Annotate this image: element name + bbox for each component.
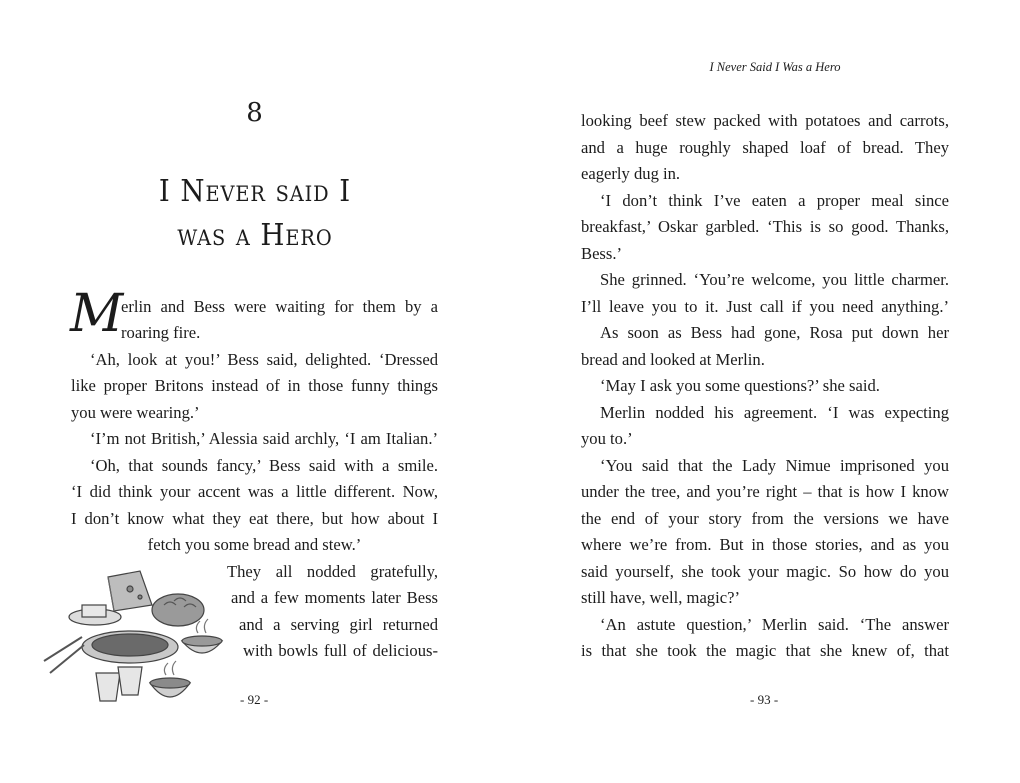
running-head: I Never Said I Was a Hero	[709, 60, 841, 74]
text-line: I don’t know what they eat there, but how about I	[71, 509, 438, 528]
text-line: ‘Ah, look at you!’ Bess said, delighted. ‘Dressed	[90, 350, 438, 369]
chapter-number: 8	[246, 98, 264, 128]
text-line: bread and looked at Merlin.	[581, 350, 765, 369]
text-line: you to.’	[581, 429, 633, 448]
text-line: ‘An astute question,’ Merlin said. ‘The answer	[600, 615, 949, 634]
text-line: the end of your story from the versions we have	[581, 509, 949, 528]
text-line: you were wearing.’	[71, 403, 200, 422]
text-line: and a serving girl returned	[239, 615, 438, 634]
text-line: ‘I’m not British,’ Alessia said archly, ‘I am Italian.’	[90, 429, 438, 448]
text-line: ‘I did think your accent was a little different. Now,	[71, 482, 438, 501]
food-illustration	[40, 565, 230, 715]
text-line: like proper Britons instead of in those funny things	[71, 376, 438, 395]
text-line: She grinned. ‘You’re welcome, you little charmer.	[600, 270, 949, 289]
page-number: - 92 -	[240, 692, 269, 707]
text-line: is that she took the magic that she knew of, that	[581, 641, 949, 660]
text-line: with bowls full of delicious-	[243, 641, 438, 660]
text-line: ‘You said that the Lady Nimue imprisoned you	[600, 456, 949, 475]
text-line: under the tree, and you’re right – that is how I know	[581, 482, 949, 501]
chapter-title-line-1: I Never said I	[158, 174, 352, 209]
text-line: I’ll leave you to it. Just call if you need anything.’	[581, 297, 949, 316]
text-line: looking beef stew packed with potatoes and carrots,	[581, 111, 949, 130]
text-line: They all nodded gratefully,	[227, 562, 438, 581]
text-line: As soon as Bess had gone, Rosa put down her	[600, 323, 949, 342]
text-line: erlin and Bess were waiting for them by a	[121, 297, 438, 316]
text-line: breakfast,’ Oskar garbled. ‘This is so good. Thanks,	[581, 217, 949, 236]
text-line: still have, well, magic?’	[581, 588, 740, 607]
text-line: ‘Oh, that sounds fancy,’ Bess said with a smile.	[90, 456, 438, 475]
right-page	[510, 0, 1020, 783]
text-line: eagerly dug in.	[581, 164, 681, 183]
text-line: said yourself, she took your magic. So how do you	[581, 562, 949, 581]
page-number: - 93 -	[750, 692, 779, 707]
text-line: and a few moments later Bess	[231, 588, 438, 607]
text-line: Merlin nodded his agreement. ‘I was expecting	[600, 403, 949, 422]
drop-cap: M	[70, 284, 124, 344]
text-line: and a huge roughly shaped loaf of bread. They	[581, 138, 949, 157]
text-line: where we’re from. But in those stories, and as you	[581, 535, 949, 554]
text-line: roaring fire.	[121, 323, 201, 342]
text-line: Bess.’	[581, 244, 623, 263]
chapter-title	[112, 170, 397, 258]
text-line: ‘May I ask you some questions?’ she said.	[600, 376, 880, 395]
chapter-title-line-2: was a Hero	[177, 218, 333, 253]
text-line: ‘I don’t think I’ve eaten a proper meal since	[600, 191, 949, 210]
text-line: fetch you some bread and stew.’	[147, 535, 362, 554]
